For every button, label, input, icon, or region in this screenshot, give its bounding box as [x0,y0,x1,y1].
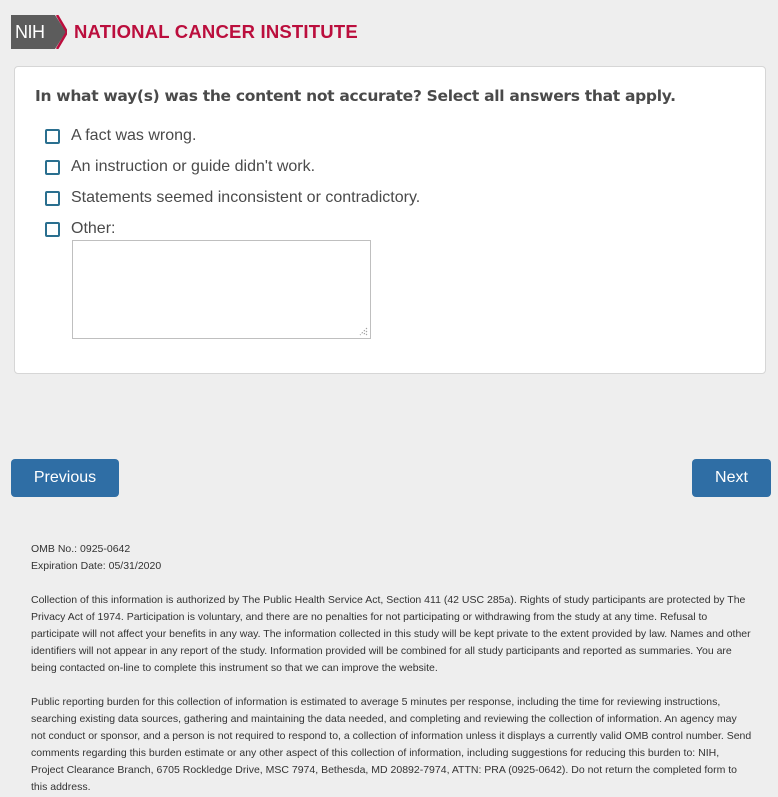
other-text-input[interactable] [72,240,371,339]
option-fact-wrong[interactable] [45,127,196,145]
next-button[interactable]: Next [692,459,771,497]
option-inconsistent[interactable] [45,189,420,207]
nih-logo-text: NIH [15,22,45,42]
resize-grip-icon[interactable] [359,327,368,336]
question-card [14,66,766,374]
burden-statement: Public reporting burden for this collection of information is estimated to average 5 minutes per response, including the time for reviewing instructions, searching existing data sources, gathering and maintaining the data needed, and completing and reviewing the collection of information. An agency may not conduct or sponsor, and a person is not required to respond to, a collection of information unless it displays a currently valid OMB control number. Send comments regarding this burden estimate or any other aspect of this collection of information, including suggestions for reducing this burden to: NIH, Project Clearance Branch, 6705 Rockledge Drive, MSC 7974, Bethesda, MD 20892-7974, ATTN: PRA (0925-0642). Do not return the completed form to this address. [31,696,752,793]
checkbox-fact-wrong[interactable] [45,129,60,144]
checkbox-instruction-failed[interactable] [45,160,60,175]
question-text: In what way(s) was the content not accurate? Select all answers that apply. [35,87,676,105]
option-label: An instruction or guide didn't work. [71,158,316,175]
omb-number: OMB No.: 0925-0642 [31,543,131,555]
option-instruction-failed[interactable] [45,158,315,176]
previous-button[interactable]: Previous [11,459,119,497]
option-other[interactable] [45,220,115,238]
expiration-date: Expiration Date: 05/31/2020 [31,560,162,572]
checkbox-other[interactable] [45,222,60,237]
nih-logo [11,15,67,49]
option-label: Other: [71,220,116,237]
omb-footer [31,541,753,796]
option-label: Statements seemed inconsistent or contradictory. [71,189,421,206]
privacy-statement: Collection of this information is authorized by The Public Health Service Act, Section 411 (42 USC 285a). Rights of study participants are protected by The Privacy Act of 1974. Participation is voluntary, and there are no penalties for not participating or withdrawing from the study at any time. Refusal to participate will not affect your benefits in any way. The information collected in this study will be kept private to the extent provided by law. Names and other identifiers will not appear in any report of the study. Information provided will be combined for all study participants and reported as summaries. You are being contacted on-line to complete this instrument so that we can improve the website. [31,594,751,674]
option-label: A fact was wrong. [71,127,197,144]
site-title: NATIONAL CANCER INSTITUTE [74,21,358,42]
site-header [11,15,358,49]
checkbox-inconsistent[interactable] [45,191,60,206]
